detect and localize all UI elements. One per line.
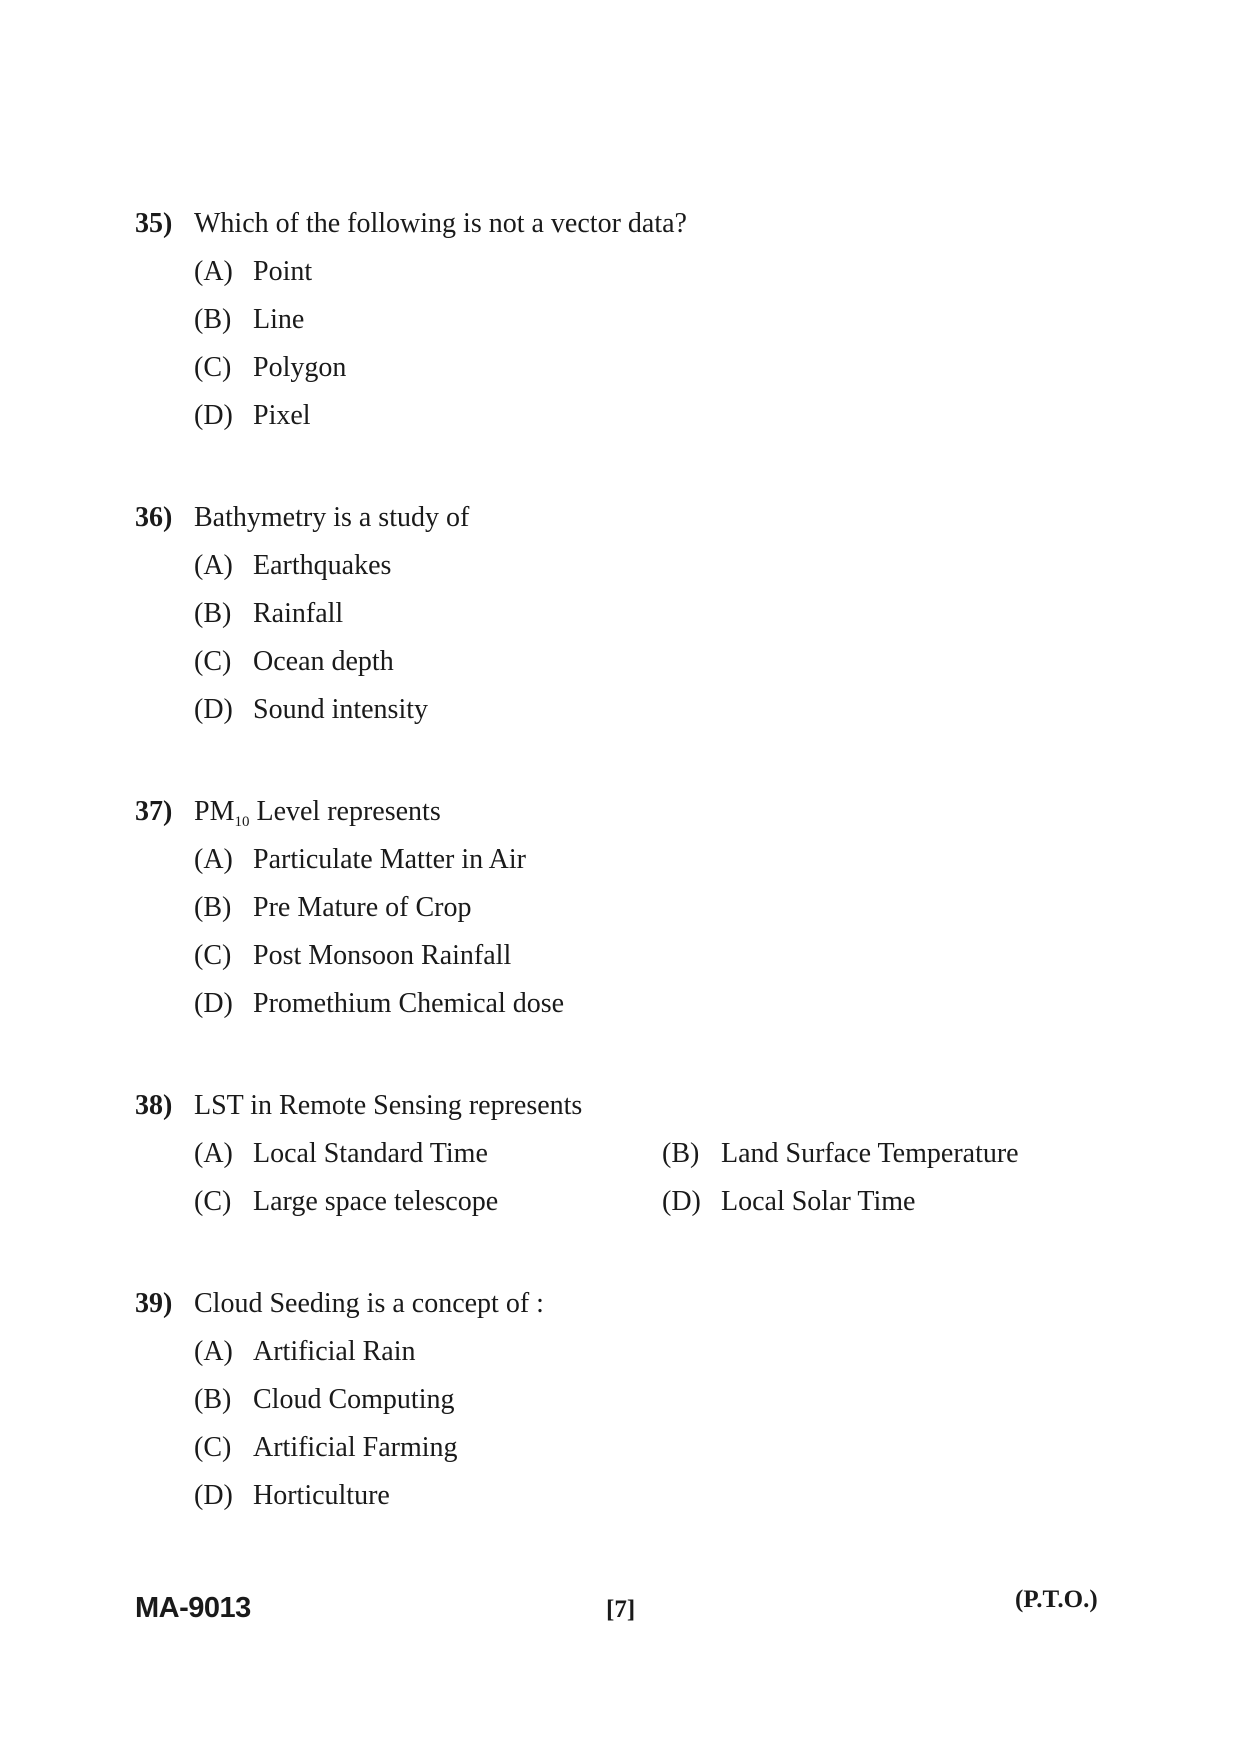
option-d <box>135 1472 1135 1520</box>
option-letter: (D) <box>194 1480 233 1511</box>
option-letter: (A) <box>194 1138 233 1169</box>
question-39 <box>135 1280 1135 1520</box>
option-text: Post Monsoon Rainfall <box>253 940 512 971</box>
option-text: Pixel <box>253 400 311 431</box>
question-number: 35) <box>135 208 173 239</box>
option-letter: (C) <box>194 646 232 677</box>
question-text <box>194 788 441 836</box>
option-b <box>135 296 1135 344</box>
option-d <box>135 392 1135 440</box>
question-header <box>135 788 1135 836</box>
question-38 <box>135 1082 1135 1226</box>
option-a <box>135 836 1135 884</box>
option-b <box>135 884 1135 932</box>
option-c <box>135 1424 1135 1472</box>
option-letter: (B) <box>194 304 232 335</box>
option-letter: (D) <box>194 988 233 1019</box>
option-text: Promethium Chemical dose <box>253 988 565 1019</box>
option-b <box>135 1376 1135 1424</box>
option-letter: (C) <box>194 1186 232 1217</box>
question-37 <box>135 788 1135 1028</box>
option-a <box>135 248 1135 296</box>
option-text: Pre Mature of Crop <box>253 892 472 923</box>
question-header <box>135 494 1135 542</box>
option-text: Particulate Matter in Air <box>253 844 526 875</box>
option-c <box>135 344 1135 392</box>
option-letter: (D) <box>662 1186 701 1217</box>
question-35 <box>135 200 1135 440</box>
option-letter: (A) <box>194 550 233 581</box>
option-text: Local Solar Time <box>721 1186 916 1217</box>
option-letter: (C) <box>194 940 232 971</box>
option-letter: (A) <box>194 844 233 875</box>
option-a <box>135 542 1135 590</box>
option-row <box>135 1178 1135 1226</box>
option-letter: (B) <box>194 892 232 923</box>
question-header <box>135 1280 1135 1328</box>
paper-code: MA-9013 <box>135 1592 251 1624</box>
pto-note: (P.T.O.) <box>1015 1586 1098 1613</box>
option-row <box>135 1130 1135 1178</box>
pm-prefix: PM <box>194 796 235 827</box>
option-text: Earthquakes <box>253 550 392 581</box>
option-text: Ocean depth <box>253 646 394 677</box>
option-text: Point <box>253 256 313 287</box>
question-text: Bathymetry is a study of <box>194 502 470 533</box>
question-number: 38) <box>135 1090 173 1121</box>
question-36 <box>135 494 1135 734</box>
question-text: LST in Remote Sensing represents <box>194 1090 583 1121</box>
option-letter: (A) <box>194 256 233 287</box>
page-number: [7] <box>606 1596 636 1623</box>
option-text: Rainfall <box>253 598 344 629</box>
option-text: Local Standard Time <box>253 1138 488 1169</box>
option-d <box>135 686 1135 734</box>
option-text: Artificial Rain <box>253 1336 416 1367</box>
option-text: Land Surface Temperature <box>721 1138 1019 1169</box>
option-letter: (A) <box>194 1336 233 1367</box>
option-b <box>135 590 1135 638</box>
option-text: Horticulture <box>253 1480 390 1511</box>
option-letter: (D) <box>194 694 233 725</box>
question-header <box>135 1082 1135 1130</box>
question-text: Cloud Seeding is a concept of : <box>194 1288 544 1319</box>
option-letter: (D) <box>194 400 233 431</box>
option-letter: (B) <box>194 598 232 629</box>
option-d <box>135 980 1135 1028</box>
option-text: Line <box>253 304 305 335</box>
option-letter: (C) <box>194 352 232 383</box>
question-number: 37) <box>135 796 173 827</box>
pm-subscript: 10 <box>234 814 250 830</box>
question-text: Which of the following is not a vector data? <box>194 208 687 239</box>
question-header <box>135 200 1135 248</box>
question-number: 36) <box>135 502 173 533</box>
option-text: Artificial Farming <box>253 1432 458 1463</box>
option-text: Polygon <box>253 352 347 383</box>
option-letter: (B) <box>662 1138 700 1169</box>
option-c <box>135 638 1135 686</box>
question-number: 39) <box>135 1288 173 1319</box>
option-text: Large space telescope <box>253 1186 499 1217</box>
option-letter: (B) <box>194 1384 232 1415</box>
option-c <box>135 932 1135 980</box>
question-text-suffix: Level represents <box>249 796 441 827</box>
option-text: Cloud Computing <box>253 1384 455 1415</box>
option-text: Sound intensity <box>253 694 429 725</box>
option-a <box>135 1328 1135 1376</box>
option-letter: (C) <box>194 1432 232 1463</box>
